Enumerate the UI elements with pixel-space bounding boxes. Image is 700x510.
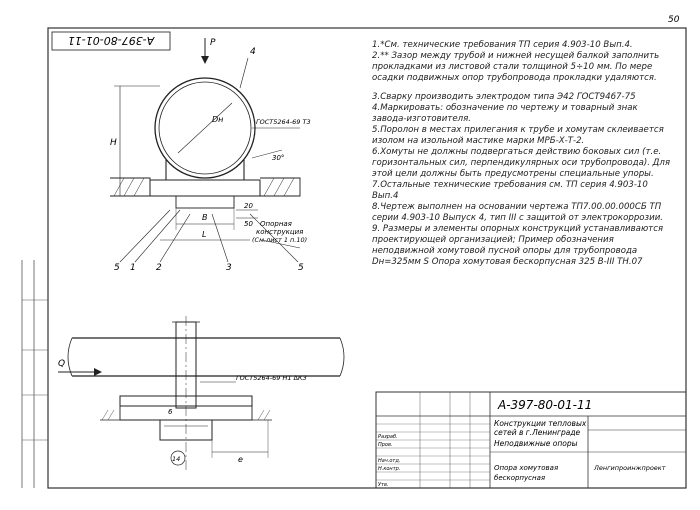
callout-3: 3 [226,263,232,273]
callout-14: 14 [172,455,181,463]
title-line-1: Конструкции тепловых [494,419,587,428]
callout-6: 6 [168,408,173,416]
row-label-4: Н.контр. [378,466,401,472]
note-2: 2.** Зазор между трубой и нижней несущей балкой заполнить прокладками из листовой стали толщиной 5÷10 мм. По мере осадки подвижных опор трубопровода прокладки удаляются. [372,51,660,83]
subtitle-line-1: Опора хомутовая [494,464,559,472]
callout-5b: 5 [298,263,304,273]
row-label-2: Пров. [378,442,393,448]
note-3: 3.Сварку производить электродом типа Э42 ГОСТ9467-75 [372,92,636,102]
subtitle-line-2: бескорпусная [494,474,546,482]
gost-top: ГОСТ5264-69 Т3 [256,118,311,126]
support-note-2: конструкция [256,228,304,236]
title-line-2: сетей в г.Ленинграде [494,428,581,437]
rotated-code: A-397-80-01-11 [67,34,155,47]
org-name: Ленгипроинжпроект [594,464,666,472]
callout-4: 4 [250,47,256,57]
height-label: H [110,138,117,148]
callout-5a: 5 [114,263,120,273]
dim-30: 30° [272,154,285,162]
dim-20: 20 [244,202,253,210]
row-label-3: Нач.отд. [378,458,401,464]
note-4: 4.Маркировать: обозначение по чертежу и товарный знак завода-изготовителя. [372,103,638,124]
callout-2: 2 [156,263,162,273]
row-label-1: Разраб. [378,434,398,440]
force-label: Q [58,359,66,369]
dim-50: 50 [244,220,253,228]
row-label-5: Утв. [378,482,389,488]
dim-e: e [238,455,243,464]
note-7: 7.Остальные технические требования см. ТП серия 4.903-10 Вып.4 [372,180,648,201]
title-code: А-397-80-01-11 [498,398,593,412]
note-5: 5.Поролон в местах прилегания к трубе и хомутам склеивается изолом на изольной мастике марки МРБ-Х-Т-2. [372,125,664,146]
callout-1: 1 [130,263,136,273]
gost-bottom: ГОСТ5264-69 Н1 ∆КЗ [236,374,307,382]
dim-b: B [202,213,208,222]
note-9: 9. Размеры и элементы опорных конструкций устанавливаются проектирующей организацией; Пример обозначения неподвижной хомутовой пусной опоры для трубопровода Dн=325мм S Опора хомутовая бескорпусная 325 В-III ТН.07 [372,224,664,267]
dim-l: L [202,230,207,239]
page-number: 50 [668,15,680,25]
diameter-label: Dн [212,115,224,124]
note-8: 8.Чертеж выполнен на основании чертежа ТП7.00.00.000СБ ТП серии 4.903-10 Выпуск 4, тип III с защитой от электрокоррозии. [372,202,664,223]
longitudinal-view [58,316,344,470]
technical-notes [372,40,672,268]
load-label: P [210,38,216,48]
support-note-1: Опорная [260,220,292,228]
title-line-3: Неподвижные опоры [494,439,578,448]
note-1: 1.*См. технические требования ТП серия 4.903-10 Вып.4. [372,40,633,50]
support-note-3: (См.лист 1 п.10) [252,236,308,244]
note-6: 6.Хомуты не должны подвергаться действию боковых сил (т.е. горизонтальных сил, перпендикулярных оси трубопровода). Для этой цели должны быть предусмотрены специальные упоры. [372,147,671,179]
